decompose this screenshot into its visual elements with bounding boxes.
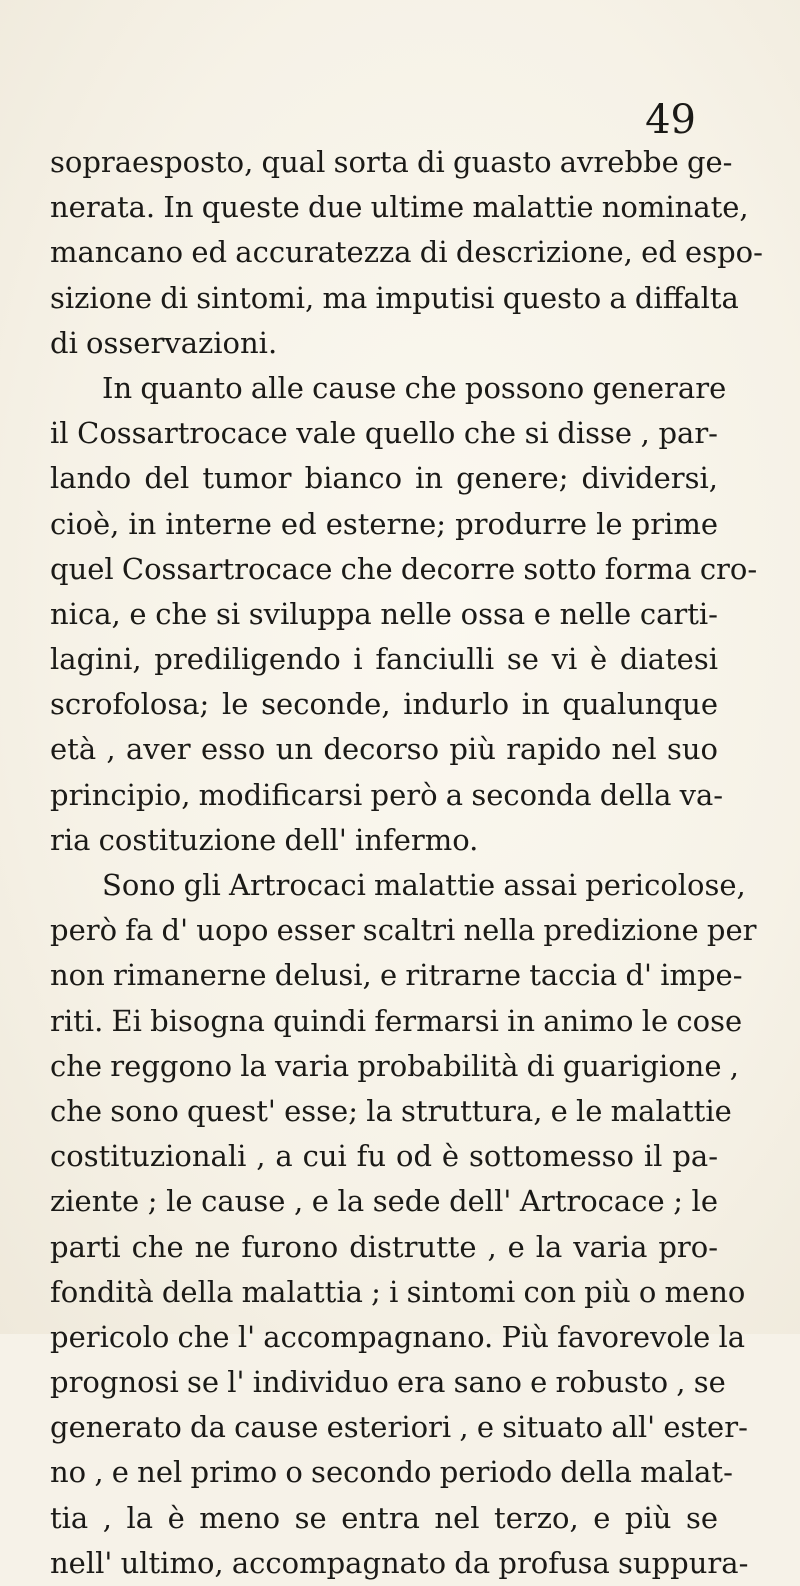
text-line: costituzionali , a cui fu od è sottomesso il pa- [50,1139,718,1174]
text-line: generato da cause esteriori , e situato all' ester- [50,1410,748,1445]
text-line: tia , la è meno se entra nel terzo, e più se [50,1500,718,1535]
text-line: di osservazioni. [50,325,278,360]
text-line: ziente ; le cause , e la sede dell' Artrocace ; le [50,1184,718,1219]
text-line: sopraesposto, qual sorta di guasto avrebbe ge- [50,145,733,179]
text-line: non rimanerne delusi, e ritrarne taccia d' impe- [50,958,743,993]
text-line: il Cossartrocace vale quello che si disse , par- [50,416,718,451]
text-line: fondità della malattia ; i sintomi con più o meno [50,1274,746,1309]
text-line: nerata. In queste due ultime malattie nominate, [50,190,749,225]
text-line: nell' ultimo, accompagnato da profusa suppura- [50,1545,749,1580]
text-line: Sono gli Artrocaci malattie assai pericolose, [102,868,746,902]
text-line: prognosi se l' individuo era sano e robusto , se [50,1365,726,1400]
text-line: lagini, prediligendo i fanciulli se vi è diatesi [50,642,718,677]
text-line: però fa d' uopo esser scaltri nella predizione per [50,913,757,948]
text-line: ria costituzione dell' infermo. [50,822,479,857]
text-line: pericolo che l' accompagnano. Più favorevole la [50,1319,746,1354]
text-line: In quanto alle cause che possono generare [102,370,727,405]
text-line: riti. Ei bisogna quindi fermarsi in animo le cose [50,1003,743,1038]
text-line: scrofolosa; le seconde, indurlo in qualunque [50,687,718,722]
text-line: età , aver esso un decorso più rapido nel suo [50,732,718,767]
text-line: cioè, in interne ed esterne; produrre le prime [50,506,718,541]
text-line: principio, modificarsi però a seconda della va- [50,777,724,812]
text-line: quel Cossartrocace che decorre sotto forma cro- [50,551,758,586]
text-line: lando del tumor bianco in genere; dividersi, [50,461,718,496]
body-text [50,140,763,1586]
text-line: sizione di sintomi, ma imputisi questo a diffalta [50,280,739,315]
text-line: no , e nel primo o secondo periodo della malat- [50,1455,733,1490]
text-line: mancano ed accuratezza di descrizione, ed espo- [50,235,763,270]
text-line: nica, e che si sviluppa nelle ossa e nelle carti- [50,596,718,631]
text-line: parti che ne furono distrutte , e la varia pro- [50,1229,718,1264]
text-line: che sono quest' esse; la struttura, e le malattie [50,1093,732,1128]
text-line: che reggono la varia probabilità di guarigione , [50,1048,739,1083]
page-number: 49 [645,97,696,143]
